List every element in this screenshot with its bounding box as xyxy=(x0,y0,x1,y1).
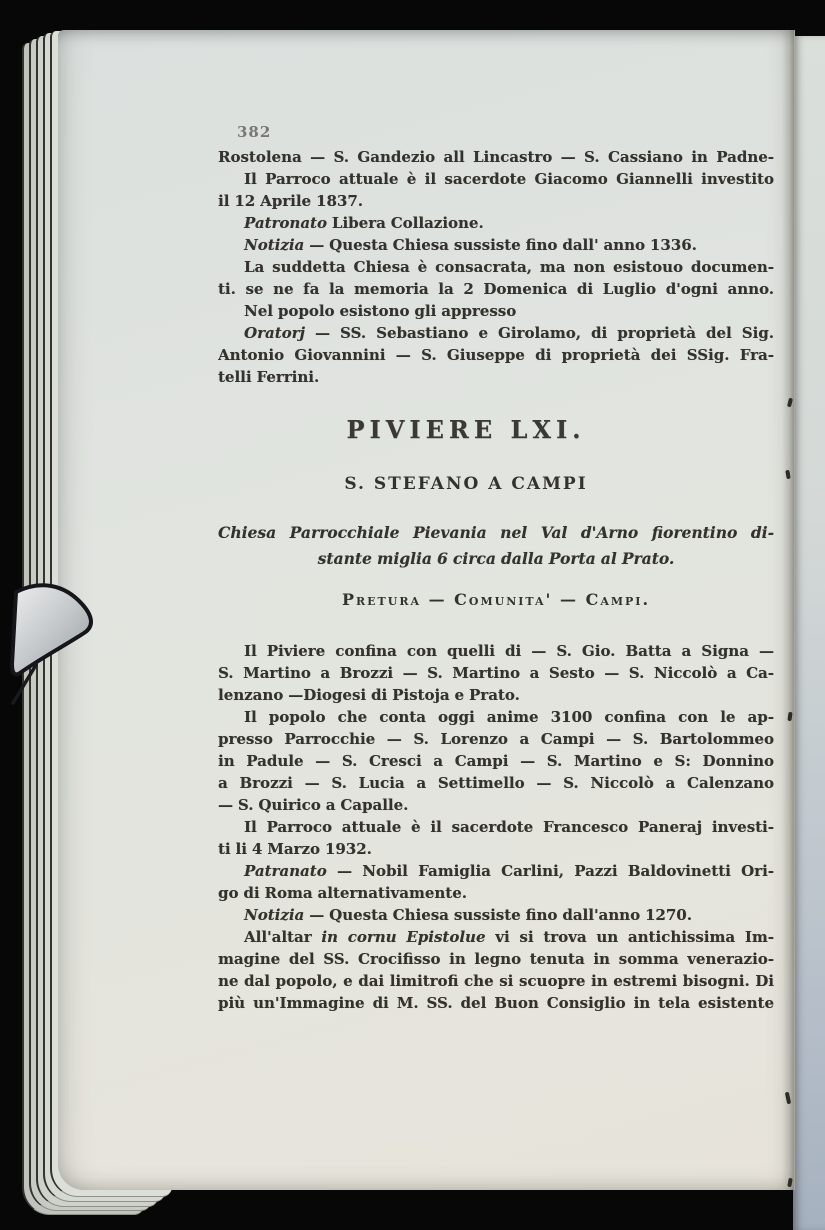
text-line xyxy=(218,366,774,388)
italic-term: Notizia xyxy=(244,236,305,254)
italic-term: stante miglia 6 circa dalla Porta al Prato. xyxy=(317,549,675,568)
text-line xyxy=(218,970,774,992)
text-line xyxy=(218,706,774,728)
text-run: a Brozzi — S. Lucia a Settimello — S. Niccolò a Calenzano xyxy=(218,774,774,792)
text-line xyxy=(218,816,774,838)
text-line xyxy=(218,772,774,794)
text-run: go di Roma alternativamente. xyxy=(218,884,468,902)
pretura-line: Pretura — Comunita' — Campi. xyxy=(341,590,651,609)
page-number: 382 xyxy=(237,123,272,141)
text-line xyxy=(218,256,774,278)
text-line xyxy=(218,146,774,168)
text-run: — Questa Chiesa sussiste fino dall' anno 1336. xyxy=(304,236,697,254)
italic-term: in cornu Epistolue xyxy=(321,928,486,946)
text-run: ne dal popolo, e dai limitrofi che si scuopre in estremi bisogni. Di xyxy=(218,972,774,990)
text-line xyxy=(218,546,774,572)
text-line xyxy=(218,838,774,860)
italic-term: Oratorj xyxy=(244,324,305,342)
text-line xyxy=(218,882,774,904)
text-line xyxy=(218,300,774,322)
italic-term: Patranato xyxy=(244,862,327,880)
text-line xyxy=(218,520,774,546)
metal-clip-icon xyxy=(6,576,106,716)
italic-term: Notizia xyxy=(244,906,305,924)
text-line xyxy=(218,926,774,948)
text-run: ti. se ne fa la memoria la 2 Domenica di Luglio d'ogni anno. xyxy=(218,280,774,298)
text-run: La suddetta Chiesa è consacrata, ma non esistouo documen- xyxy=(244,258,774,276)
text-line xyxy=(218,344,774,366)
text-run: Il Parroco attuale è il sacerdote Giacomo Giannelli investito xyxy=(244,170,774,188)
text-line xyxy=(218,234,774,256)
main-paragraphs xyxy=(218,640,774,1014)
text-line xyxy=(218,212,774,234)
text-run: più un'Immagine di M. SS. del Buon Consiglio in tela esistente xyxy=(218,994,774,1012)
book-page xyxy=(58,30,795,1190)
text-run: All'altar xyxy=(244,928,322,946)
italic-term: Patronato xyxy=(244,214,327,232)
italic-term: Chiesa Parrocchiale Pievania nel Val d'Arno fiorentino di- xyxy=(218,523,774,542)
piviere-heading: PIVIERE LXI. xyxy=(346,415,586,444)
text-line xyxy=(218,640,774,662)
text-line xyxy=(218,904,774,926)
text-run: — Nobil Famiglia Carlini, Pazzi Baldovinetti Ori- xyxy=(326,862,774,880)
text-run: in Padule — S. Cresci a Campi — S. Martino e S: Donnino xyxy=(218,752,774,770)
facing-page-edge xyxy=(793,36,825,1230)
text-run: Antonio Giovannini — S. Giuseppe di proprietà dei SSig. Fra- xyxy=(218,346,774,364)
text-run: Il Piviere confina con quelli di — S. Gio. Batta a Signa — xyxy=(244,642,774,660)
intro-paragraphs xyxy=(218,146,774,388)
text-line xyxy=(218,728,774,750)
text-run: magine del SS. Crocifisso in legno tenuta in somma venerazio- xyxy=(218,950,774,968)
text-line xyxy=(218,662,774,684)
text-line xyxy=(218,860,774,882)
parish-description xyxy=(218,520,774,572)
text-line xyxy=(218,278,774,300)
page-gutter-shade xyxy=(782,30,795,1190)
text-run: Rostolena — S. Gandezio all Lincastro — S. Cassiano in Padne- xyxy=(218,148,774,166)
text-run: ti li 4 Marzo 1932. xyxy=(218,840,372,858)
text-run: Libera Collazione. xyxy=(327,214,484,232)
text-line xyxy=(218,992,774,1014)
text-line xyxy=(218,794,774,816)
text-run: S. Martino a Brozzi — S. Martino a Sesto — S. Niccolò a Ca- xyxy=(218,664,774,682)
text-run: il 12 Aprile 1837. xyxy=(218,192,363,210)
text-run: vi si trova un antichissima Im- xyxy=(485,928,774,946)
text-line xyxy=(218,322,774,344)
text-line xyxy=(218,750,774,772)
text-run: presso Parrocchie — S. Lorenzo a Campi — S. Bartolommeo xyxy=(218,730,774,748)
text-run: — Questa Chiesa sussiste fino dall'anno 1270. xyxy=(304,906,692,924)
text-line xyxy=(218,948,774,970)
text-run: Nel popolo esistono gli appresso xyxy=(244,302,517,320)
text-run: lenzano —Diogesi di Pistoja e Prato. xyxy=(218,686,520,704)
parish-heading: S. STEFANO A CAMPI xyxy=(344,474,588,494)
text-line xyxy=(218,190,774,212)
text-run: telli Ferrini. xyxy=(218,368,320,386)
text-line xyxy=(218,168,774,190)
text-run: Il popolo che conta oggi anime 3100 confina con le ap- xyxy=(244,708,774,726)
text-run: — SS. Sebastiano e Girolamo, di proprietà del Sig. xyxy=(304,324,774,342)
text-run: — S. Quirico a Capalle. xyxy=(218,796,409,814)
text-line xyxy=(218,684,774,706)
text-run: Il Parroco attuale è il sacerdote Francesco Paneraj investi- xyxy=(244,818,774,836)
